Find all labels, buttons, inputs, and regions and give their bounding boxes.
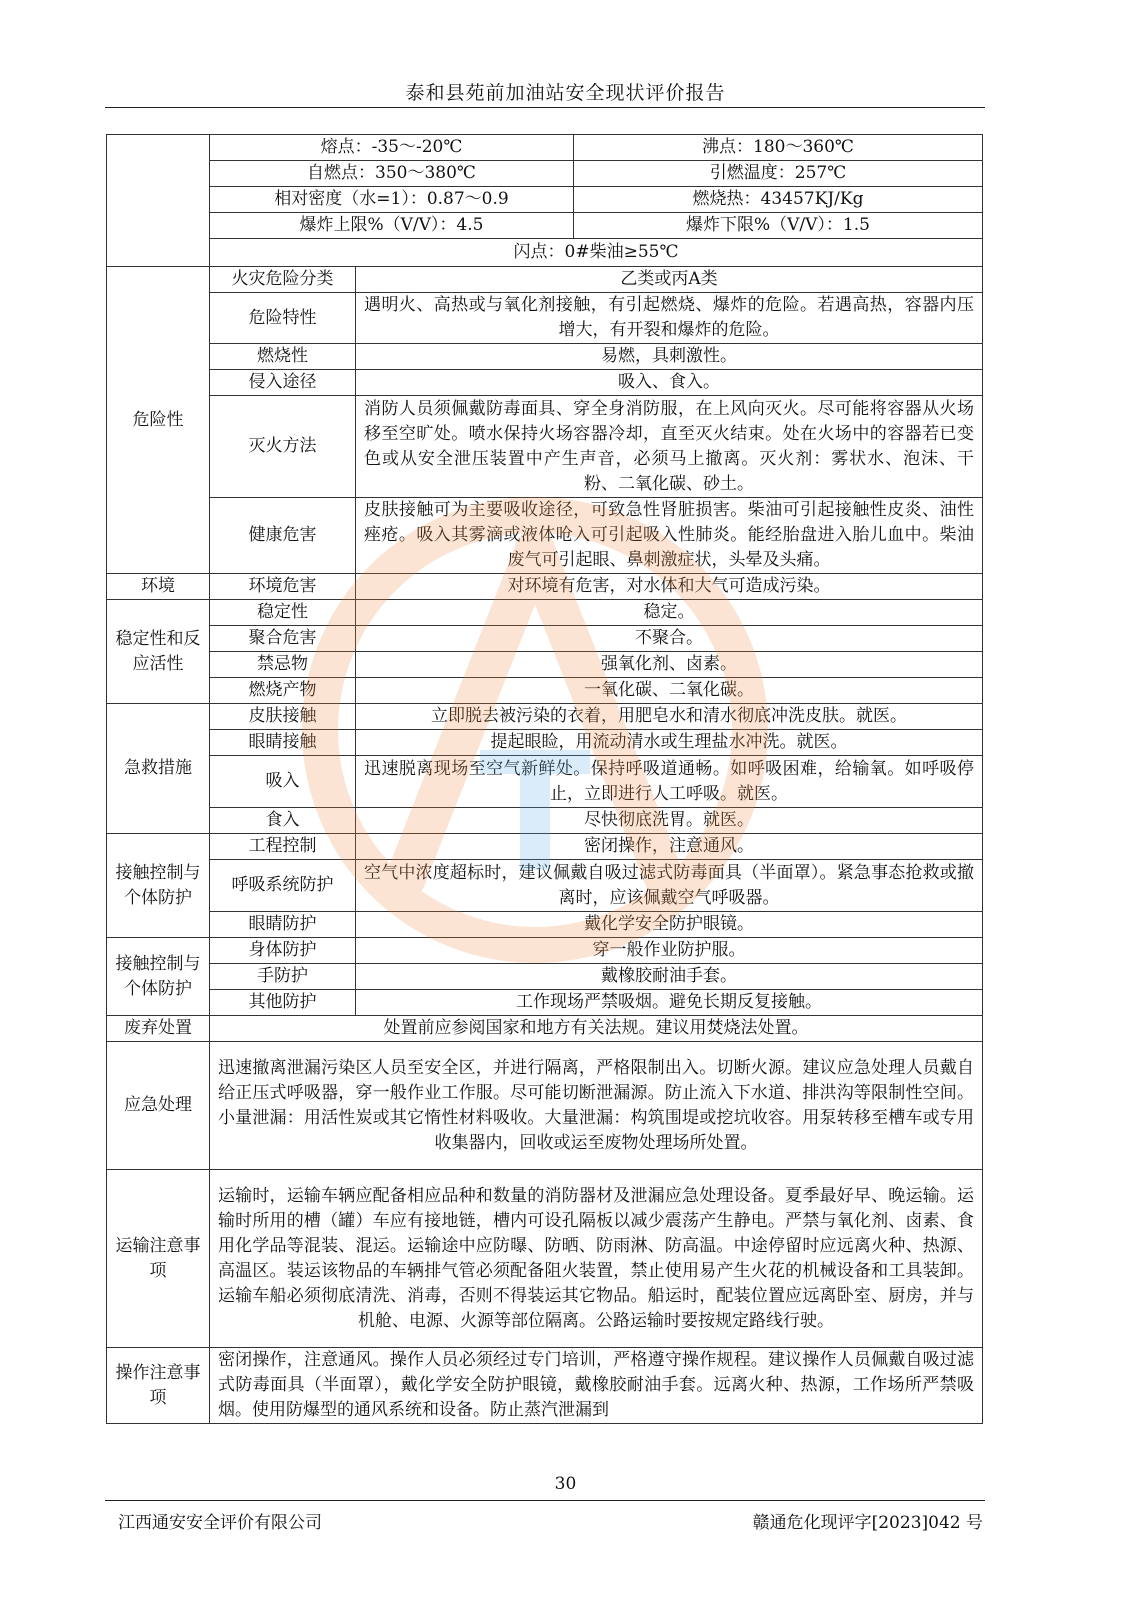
disposal-content: 处置前应参阅国家和地方有关法规。建议用焚烧法处置。 <box>210 1016 983 1042</box>
operation-content: 密闭操作，注意通风。操作人员必须经过专门培训，严格遵守操作规程。建议操作人员佩戴自吸过滤式防毒面具（半面罩），戴化学安全防护眼镜，戴橡胶耐油手套。远离火种、热源，工作场所严禁吸烟。使用防爆型的通风系统和设备。防止蒸汽泄漏到 <box>210 1348 983 1424</box>
row-content: 戴化学安全防护眼镜。 <box>356 912 983 938</box>
autoignition-point: 自燃点：350～380℃ <box>210 161 574 187</box>
explosion-lower-limit: 爆炸下限%（V/V）：1.5 <box>574 213 983 239</box>
row-item: 稳定性 <box>210 600 356 626</box>
row-content: 稳定。 <box>356 600 983 626</box>
row-content: 空气中浓度超标时，建议佩戴自吸过滤式防毒面具（半面罩）。紧急事态抢救或撤离时，应该佩戴空气呼吸器。 <box>356 860 983 912</box>
row-item: 聚合危害 <box>210 626 356 652</box>
row-content: 不聚合。 <box>356 626 983 652</box>
row-item: 食入 <box>210 808 356 834</box>
row-content: 遇明火、高热或与氧化剂接触，有引起燃烧、爆炸的危险。若遇高热，容器内压增大，有开裂和爆炸的危险。 <box>356 293 983 344</box>
emergency-content: 迅速撤离泄漏污染区人员至安全区，并进行隔离，严格限制出入。切断火源。建议应急处理人员戴自给正压式呼吸器，穿一般作业工作服。尽可能切断泄漏源。防止流入下水道、排洪沟等限制性空间。小量泄漏：用活性炭或其它惰性材料吸收。大量泄漏：构筑围堤或挖坑收容。用泵转移至槽车或专用收集器内，回收或运至废物处理场所处置。 <box>210 1042 983 1170</box>
row-item: 健康危害 <box>210 498 356 574</box>
row-item: 身体防护 <box>210 938 356 964</box>
section-label-hazard: 危险性 <box>107 267 210 574</box>
msds-table <box>106 134 983 1424</box>
ignition-temperature: 引燃温度：257℃ <box>574 161 983 187</box>
row-item: 侵入途径 <box>210 370 356 396</box>
row-item: 工程控制 <box>210 834 356 860</box>
row-item: 皮肤接触 <box>210 704 356 730</box>
footer-company: 江西通安安全评价有限公司 <box>118 1513 322 1533</box>
row-content: 乙类或丙A类 <box>356 267 983 293</box>
section-label-disposal: 废弃处置 <box>107 1016 210 1042</box>
flash-point: 闪点：0#柴油≥55℃ <box>210 239 983 267</box>
row-content: 一氧化碳、二氧化碳。 <box>356 678 983 704</box>
row-content: 工作现场严禁吸烟。避免长期反复接触。 <box>356 990 983 1016</box>
row-content: 消防人员须佩戴防毒面具、穿全身消防服，在上风向灭火。尽可能将容器从火场移至空旷处。喷水保持火场容器冷却，直至灭火结束。处在火场中的容器若已变色或从安全泄压装置中产生声音，必须马上撤离。灭火剂：雾状水、泡沫、干粉、二氧化碳、砂土。 <box>356 396 983 498</box>
row-content: 易燃，具刺激性。 <box>356 344 983 370</box>
row-item: 眼睛接触 <box>210 730 356 756</box>
boiling-point: 沸点：180～360℃ <box>574 135 983 161</box>
row-content: 穿一般作业防护服。 <box>356 938 983 964</box>
row-content: 强氧化剂、卤素。 <box>356 652 983 678</box>
section-label-stability: 稳定性和反应活性 <box>107 600 210 704</box>
row-item: 手防护 <box>210 964 356 990</box>
physical-blank-cell <box>107 135 210 267</box>
row-item: 灭火方法 <box>210 396 356 498</box>
row-item: 危险特性 <box>210 293 356 344</box>
section-label-emergency: 应急处理 <box>107 1042 210 1170</box>
row-item: 眼睛防护 <box>210 912 356 938</box>
row-content: 尽快彻底洗胃。就医。 <box>356 808 983 834</box>
row-content: 戴橡胶耐油手套。 <box>356 964 983 990</box>
row-item: 呼吸系统防护 <box>210 860 356 912</box>
row-content: 皮肤接触可为主要吸收途径，可致急性肾脏损害。柴油可引起接触性皮炎、油性痤疮。吸入其雾滴或液体呛入可引起吸入性肺炎。能经胎盘进入胎儿血中。柴油废气可引起眼、鼻刺激症状，头晕及头痛。 <box>356 498 983 574</box>
row-content: 吸入、食入。 <box>356 370 983 396</box>
row-content: 密闭操作，注意通风。 <box>356 834 983 860</box>
footer-rule <box>105 1500 985 1501</box>
page-header-title: 泰和县苑前加油站安全现状评价报告 <box>405 82 726 104</box>
row-content: 迅速脱离现场至空气新鲜处。保持呼吸道通畅。如呼吸困难，给输氧。如呼吸停止，立即进行人工呼吸。就医。 <box>356 756 983 808</box>
section-label-environment: 环境 <box>107 574 210 600</box>
row-item: 禁忌物 <box>210 652 356 678</box>
explosion-upper-limit: 爆炸上限%（V/V）：4.5 <box>210 213 574 239</box>
row-content: 对环境有危害，对水体和大气可造成污染。 <box>356 574 983 600</box>
section-label-first-aid: 急救措施 <box>107 704 210 834</box>
section-label-operation: 操作注意事项 <box>107 1348 210 1424</box>
row-content: 提起眼睑，用流动清水或生理盐水冲洗。就医。 <box>356 730 983 756</box>
section-label-protection: 接触控制与个体防护 <box>107 938 210 1016</box>
footer-report-number: 赣通危化现评字[2023]042 号 <box>752 1513 983 1533</box>
page-number: 30 <box>554 1474 577 1494</box>
row-item: 燃烧性 <box>210 344 356 370</box>
combustion-heat: 燃烧热：43457KJ/Kg <box>574 187 983 213</box>
section-label-transport: 运输注意事项 <box>107 1170 210 1348</box>
row-item: 环境危害 <box>210 574 356 600</box>
row-item: 吸入 <box>210 756 356 808</box>
section-label-protection: 接触控制与个体防护 <box>107 834 210 938</box>
row-item: 火灾危险分类 <box>210 267 356 293</box>
header-rule <box>105 107 985 108</box>
relative-density: 相对密度（水=1）：0.87～0.9 <box>210 187 574 213</box>
melting-point: 熔点：-35～-20℃ <box>210 135 574 161</box>
row-item: 燃烧产物 <box>210 678 356 704</box>
row-content: 立即脱去被污染的衣着，用肥皂水和清水彻底冲洗皮肤。就医。 <box>356 704 983 730</box>
row-item: 其他防护 <box>210 990 356 1016</box>
transport-content: 运输时，运输车辆应配备相应品种和数量的消防器材及泄漏应急处理设备。夏季最好早、晚运输。运输时所用的槽（罐）车应有接地链，槽内可设孔隔板以减少震荡产生静电。严禁与氧化剂、卤素、食用化学品等混装、混运。运输途中应防曝、防晒、防雨淋、防高温。中途停留时应远离火种、热源、高温区。装运该物品的车辆排气管必须配备阻火装置，禁止使用易产生火花的机械设备和工具装卸。运输车船必须彻底清洗、消毒，否则不得装运其它物品。船运时，配装位置应远离卧室、厨房，并与机舱、电源、火源等部位隔离。公路运输时要按规定路线行驶。 <box>210 1170 983 1348</box>
